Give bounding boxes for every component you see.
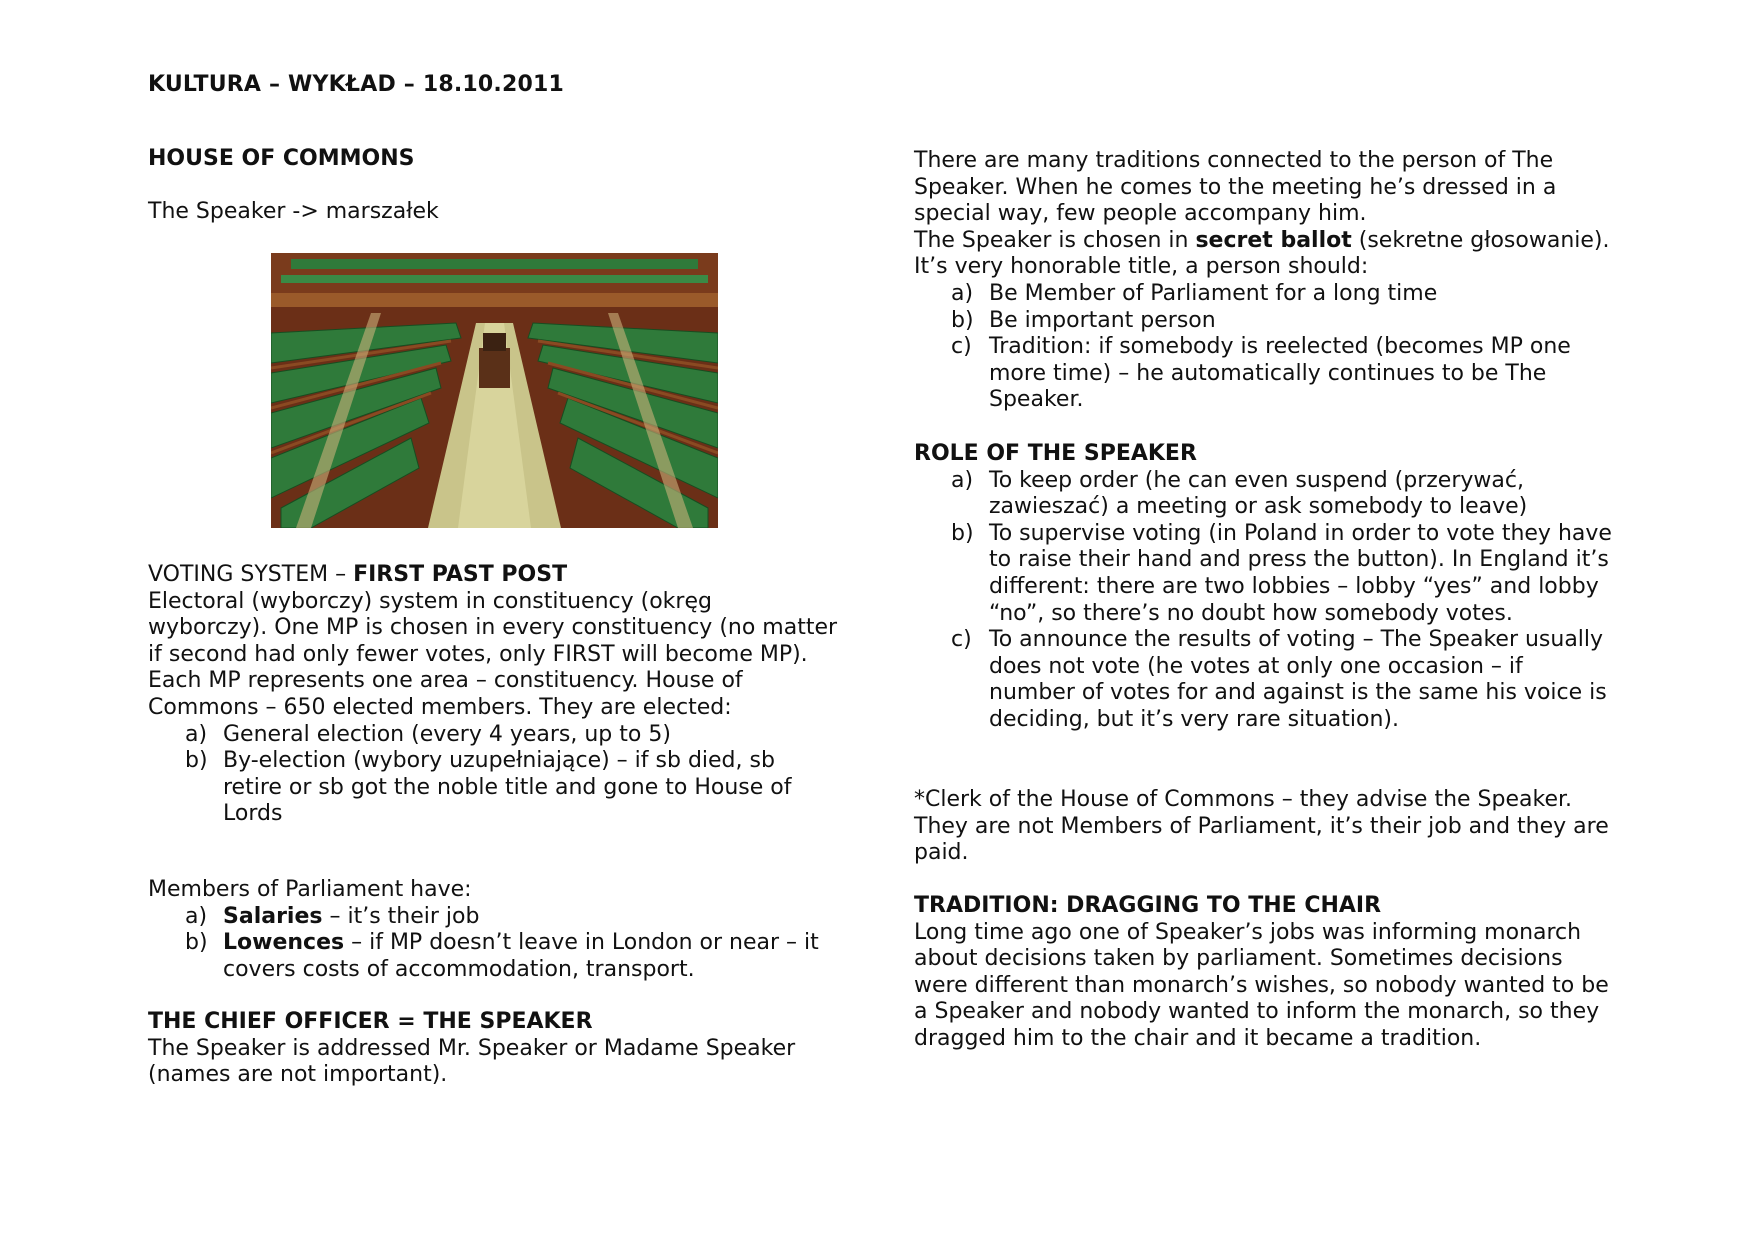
list-item: b) By-election (wybory uzupełniające) – if sb died, sb retire or sb got the noble title and gone to House of Lords [185, 748, 792, 827]
secret-ballot: secret ballot [1195, 227, 1352, 253]
voting-system-heading [148, 562, 838, 589]
members-section [148, 877, 838, 983]
tradition-text: Long time ago one of Speaker’s jobs was informing monarch about decisions taken by parliament. Sometimes decisions were different than monarch’s wishes, so nobody wanted to be a Speaker and nobody wanted to inform the monarch, so they dragged him to the chair and it became a tradition. [914, 919, 1609, 1051]
election-types-list [148, 722, 838, 828]
speaker-translation: The Speaker -> marszałek [148, 199, 439, 224]
list-item: c) To announce the results of voting – The Speaker usually does not vote (he votes at only one occasion – if number of votes for and against is the same his voice is deciding, but it’s very rare situation). [951, 627, 1607, 732]
chief-officer-text: The Speaker is addressed Mr. Speaker or Madame Speaker (names are not important). [148, 1035, 796, 1088]
tradition-section [914, 893, 1614, 1053]
clerk-note: *Clerk of the House of Commons – they advise the Speaker. They are not Members of Parliament, it’s their job and they are paid. [914, 787, 1609, 866]
chief-officer-heading: THE CHIEF OFFICER = THE SPEAKER [148, 1009, 593, 1034]
members-intro: Members of Parliament have: [148, 877, 472, 902]
chamber-illustration [271, 253, 718, 528]
list-item: a) Salaries – it’s their job [185, 903, 480, 929]
role-heading: ROLE OF THE SPEAKER [914, 441, 1197, 466]
first-past-post: FIRST PAST POST [353, 562, 568, 587]
list-item: c) Tradition: if somebody is reelected (becomes MP one more time) – he automatically continues to be The Speaker. [951, 334, 1571, 413]
list-item: b) To supervise voting (in Poland in order to vote they have to raise their hand and press the button). In England it’s different: there are two lobbies – lobby “yes” and lobby “no”, so there’s no doubt how somebody votes. [951, 520, 1612, 626]
document-title: KULTURA – WYKŁAD – 18.10.2011 [148, 72, 565, 97]
voting-system-section [148, 562, 838, 828]
speaker-chosen-text: The Speaker is chosen in secret ballot (sekretne głosowanie). It’s very honorable title, a person should: [914, 227, 1610, 280]
members-list [148, 904, 838, 984]
traditions-text: There are many traditions connected to the person of The Speaker. When he comes to the meeting he’s dressed in a special way, few people accompany him. [914, 148, 1557, 227]
list-item: b) Be important person [951, 307, 1216, 333]
list-item: a) Be Member of Parliament for a long time [951, 280, 1438, 306]
voting-system-text: Electoral (wyborczy) system in constituency (okręg wyborczy). One MP is chosen in every constituency (no matter if second had only fewer votes, only FIRST will become MP). Each MP represents one area – constituency. House of Commons – 650 elected members. They are elected: [148, 588, 838, 720]
house-of-commons-photo [271, 253, 718, 528]
chief-officer-section [148, 1009, 838, 1089]
speaker-requirements-list [914, 281, 1614, 414]
list-item: a) To keep order (he can even suspend (przerywać, zawieszać) a meeting or ask somebody to leave) [951, 467, 1528, 520]
list-item: b) Lowences – if MP doesn’t leave in London or near – it covers costs of accommodation, transport. [185, 930, 819, 982]
house-of-commons-heading: HOUSE OF COMMONS [148, 146, 415, 171]
list-item: a) General election (every 4 years, up to 5) [185, 721, 671, 747]
role-list [914, 468, 1614, 734]
role-section [914, 441, 1614, 734]
voting-system-label: VOTING SYSTEM – [148, 562, 354, 587]
tradition-heading: TRADITION: DRAGGING TO THE CHAIR [914, 893, 1382, 918]
traditions-section [914, 148, 1614, 414]
